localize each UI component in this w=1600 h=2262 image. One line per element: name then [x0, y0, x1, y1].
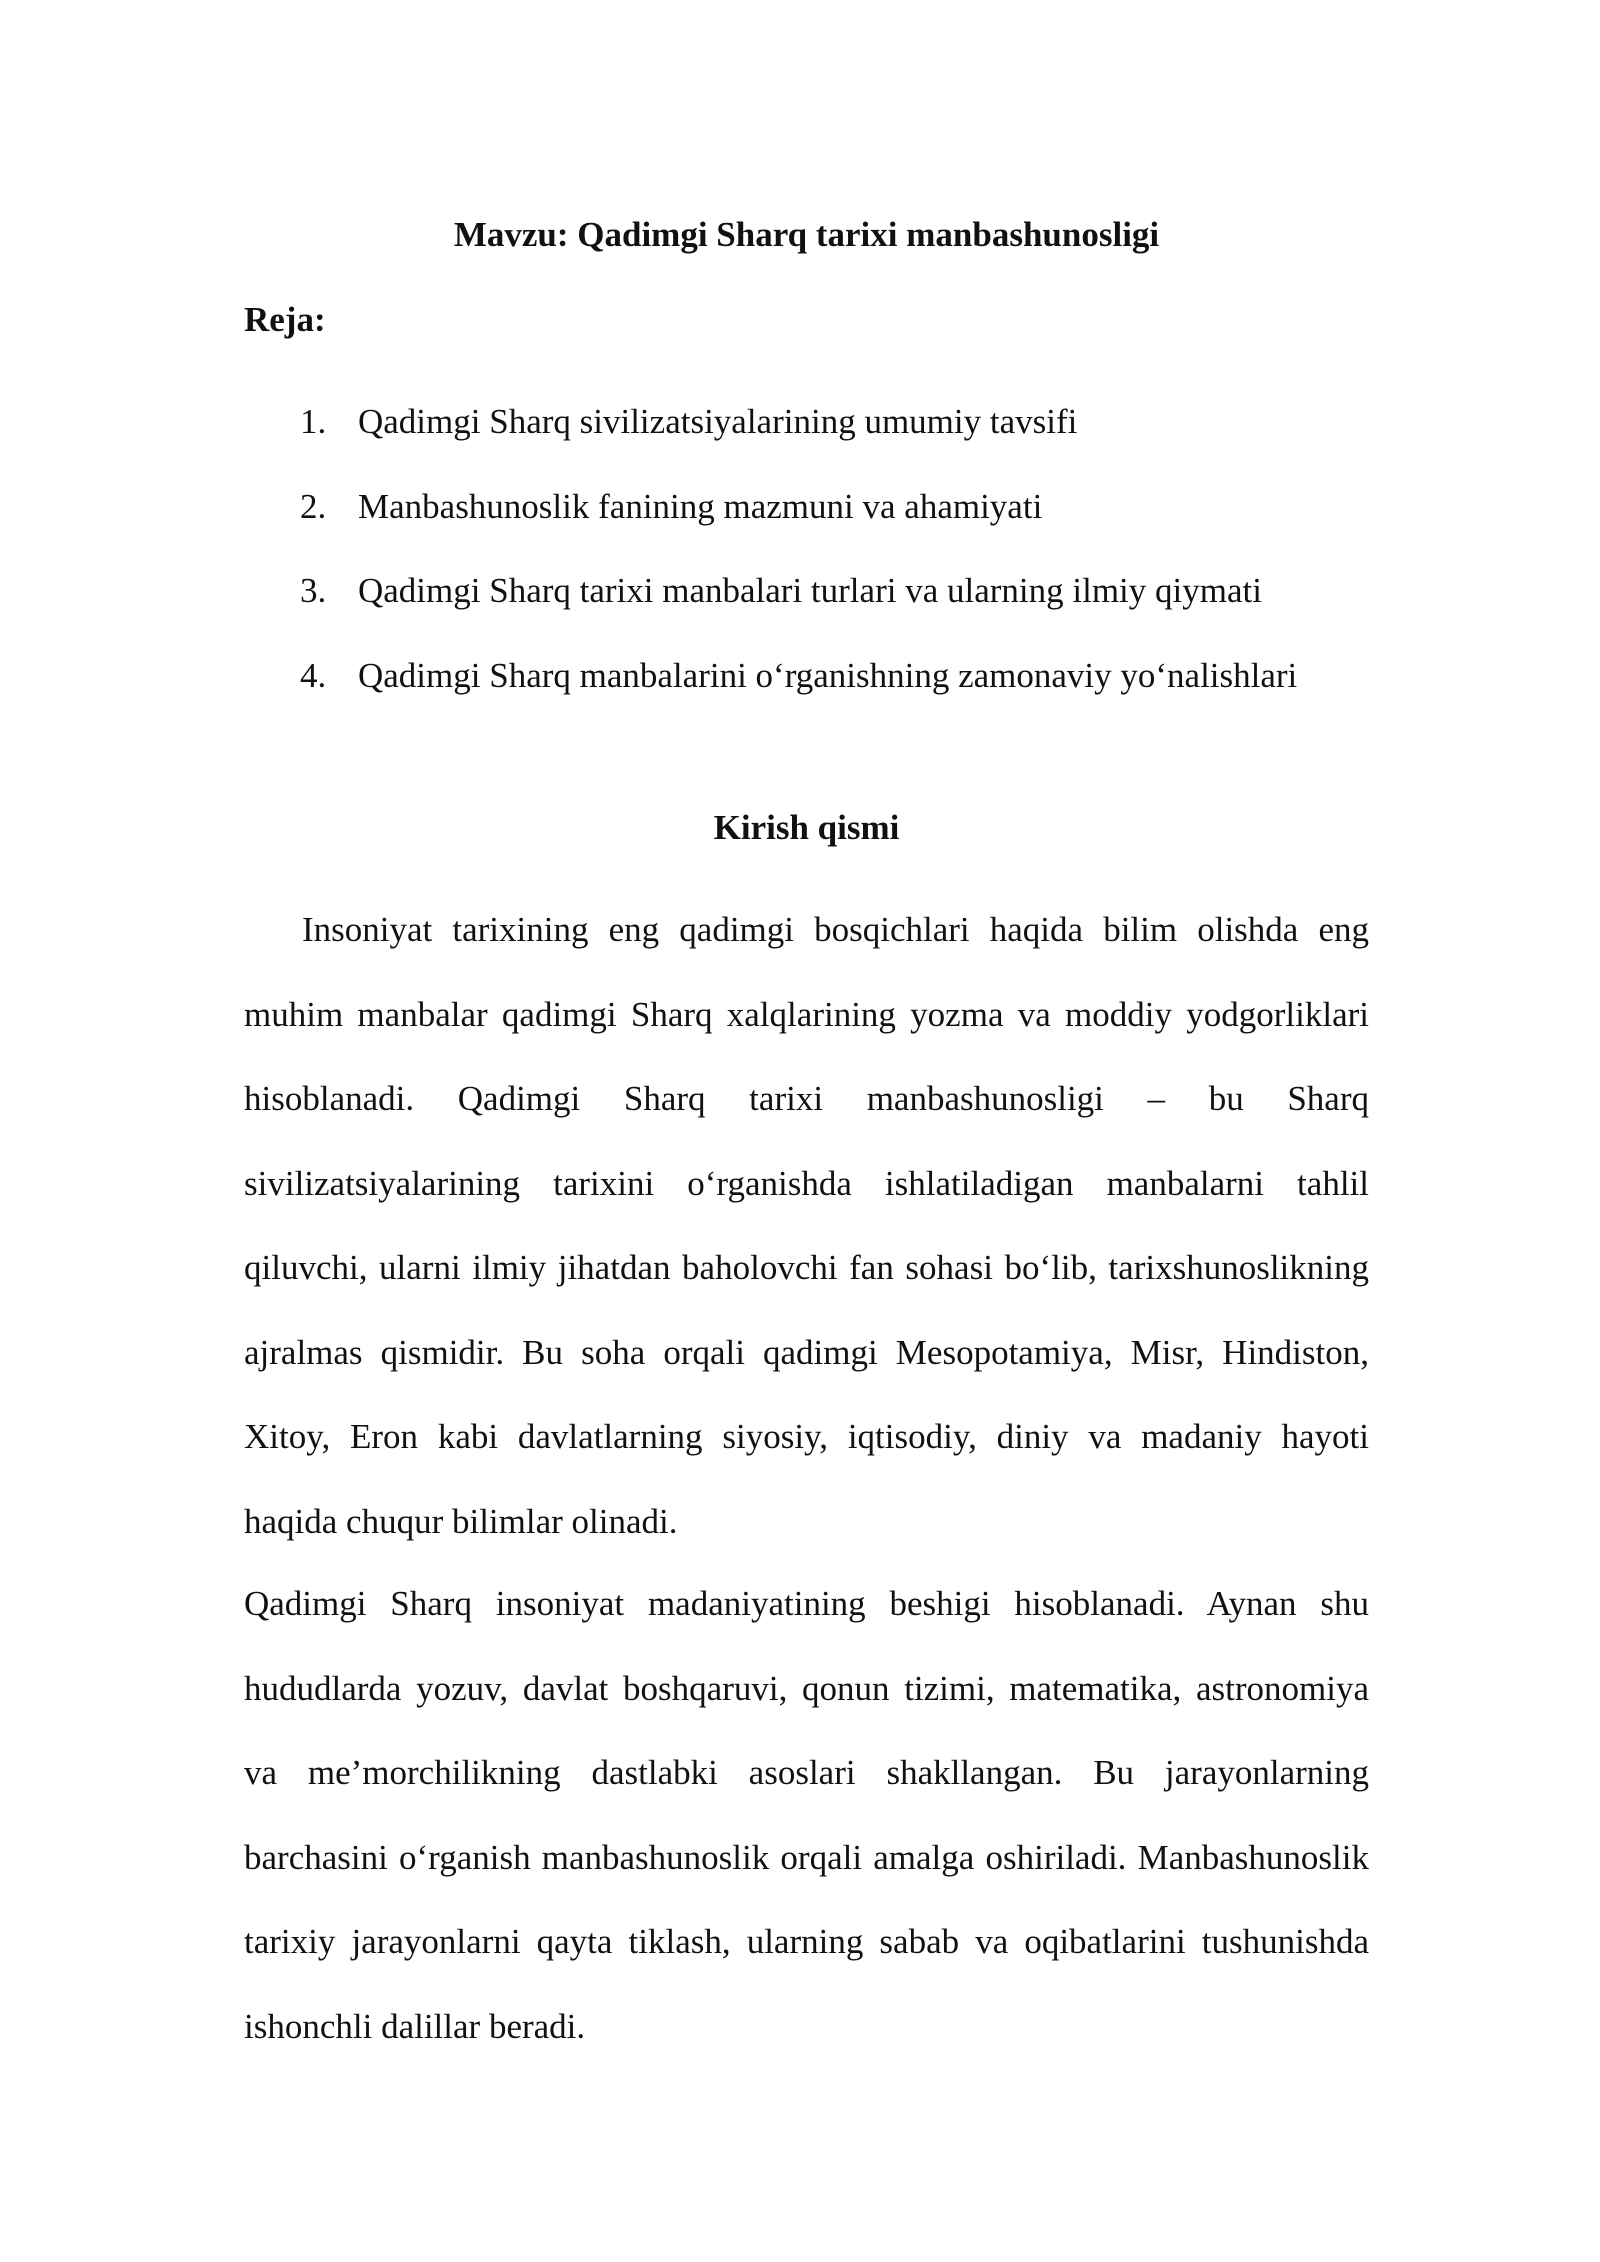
plan-item-text: Qadimgi Sharq tarixi manbalari turlari va ularning ilmiy qiymati: [358, 571, 1262, 610]
plan-item-text: Qadimgi Sharq sivilizatsiyalarining umumiy tavsifi: [358, 402, 1078, 441]
section-heading: Kirish qismi: [713, 808, 900, 847]
document-title: Mavzu: Qadimgi Sharq tarixi manbashunosligi: [453, 215, 1160, 254]
plan-item: [244, 380, 1369, 465]
plan-item: [244, 465, 1369, 550]
plan-heading: Reja:: [244, 300, 326, 339]
plan-item-number: 3.: [300, 571, 327, 610]
plan-list: [244, 380, 1369, 718]
plan-item: [244, 549, 1369, 634]
plan-item-number: 2.: [300, 486, 327, 526]
plan-item: [244, 634, 1369, 719]
plan-item-text: Manbashunoslik fanining mazmuni va ahamiyati: [358, 486, 1043, 526]
plan-item-number: 1.: [300, 402, 327, 441]
plan-item-text: Qadimgi Sharq manbalarini o‘rganishning zamonaviy yo‘nalishlari: [358, 655, 1298, 695]
plan-item-number: 4.: [300, 655, 327, 695]
body-paragraph: Insoniyat tarixining eng qadimgi bosqichlari haqida bilim olishda eng muhim manbalar qadimgi Sharq xalqlarining yozma va moddiy yodgorliklari hisoblanadi. Qadimgi Sharq tarixi manbashunosligi – bu Sharq sivilizatsiyalarining tarixini o‘rganishda ishlatiladigan manbalarni tahlil qiluvchi, ularni ilmiy jihatdan baholovchi fan sohasi bo‘lib, tarixshunoslikning ajralmas qismidir. Bu soha orqali qadimgi Mesopotamiya, Misr, Hindiston, Xitoy, Eron kabi davlatlarning siyosiy, iqtisodiy, diniy va madaniy hayoti haqida chuqur bilimlar olinadi.: [244, 910, 1369, 1541]
body-paragraph: Qadimgi Sharq insoniyat madaniyatining beshigi hisoblanadi. Aynan shu hududlarda yozuv, davlat boshqaruvi, qonun tizimi, matematika, astronomiya va me’morchilikning dastlabki asoslari shakllangan. Bu jarayonlarning barchasini o‘rganish manbashunoslik orqali amalga oshiriladi. Manbashunoslik tarixiy jarayonlarni qayta tiklash, ularning sabab va oqibatlarini tushunishda ishonchli dalillar beradi.: [244, 1584, 1369, 2046]
